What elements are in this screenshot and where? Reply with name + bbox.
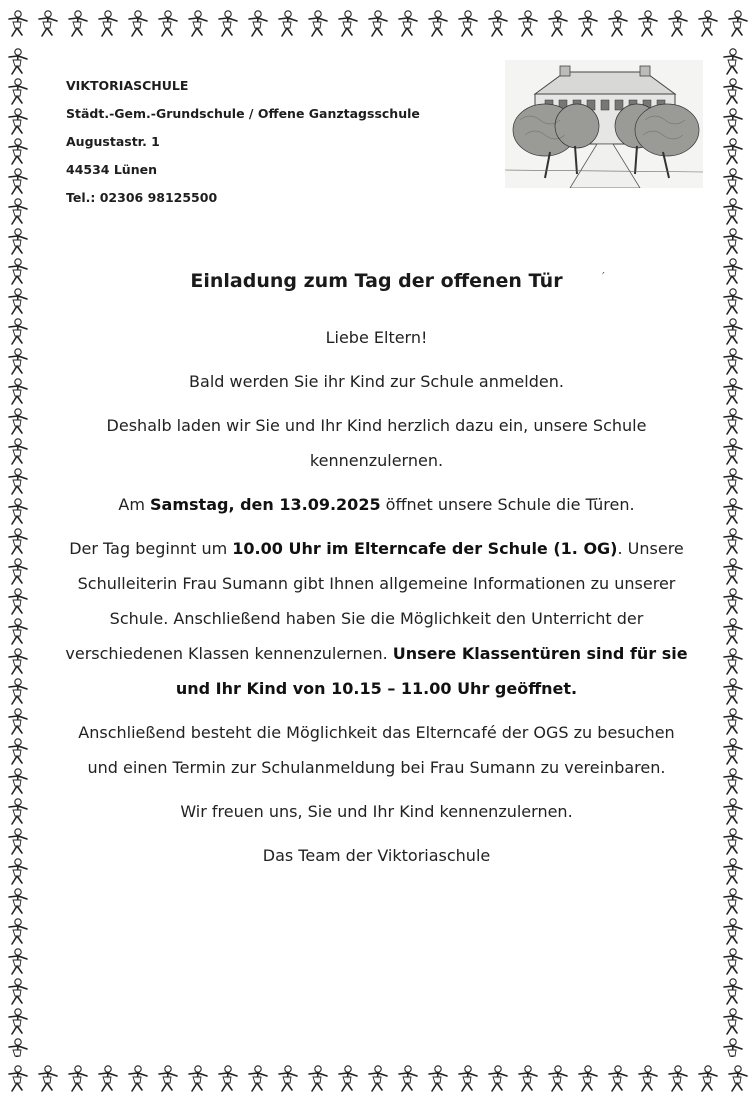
border-figure-icon: [724, 1039, 742, 1057]
border-figure-icon: [339, 11, 357, 36]
border-figure-icon: [724, 919, 742, 944]
border-figure-icon: [39, 11, 57, 36]
border-figure-icon: [9, 169, 27, 194]
border-figure-icon: [369, 11, 387, 36]
border-figure-icon: [9, 739, 27, 764]
border-figure-icon: [9, 619, 27, 644]
border-figure-icon: [9, 199, 27, 224]
border-figure-icon: [9, 679, 27, 704]
border-figure-icon: [429, 11, 447, 36]
border-figure-icon: [724, 139, 742, 164]
border-figure-icon: [279, 1066, 297, 1091]
border-figure-icon: [9, 439, 27, 464]
border-figure-icon: [639, 11, 657, 36]
border-figure-icon: [724, 979, 742, 1004]
border-figure-icon: [9, 949, 27, 974]
border-figure-icon: [309, 11, 327, 36]
border-figure-icon: [159, 11, 177, 36]
border-figure-icon: [669, 1066, 687, 1091]
border-figure-icon: [129, 11, 147, 36]
page-border-right: [713, 44, 753, 1057]
paragraph-3: [64, 487, 689, 522]
border-figure-icon: [9, 1039, 27, 1057]
school-building-drawing: [505, 60, 703, 188]
border-figure-icon: [549, 1066, 567, 1091]
border-figure-icon: [159, 1066, 177, 1091]
signature: Das Team der Viktoriaschule: [262, 846, 491, 865]
border-figure-icon: [369, 1066, 387, 1091]
border-figure-icon: [9, 559, 27, 584]
paragraph-4-mid: . Unsere Schulleiterin Frau Sumann gibt Ihnen allgemeine Informationen zu unserer Schule. Anschließend haben Sie die Möglichkeit den Unterricht der verschiedenen Klassen kennenzulernen.: [65, 539, 684, 663]
border-figure-icon: [549, 11, 567, 36]
border-figure-icon: [724, 799, 742, 824]
border-figure-icon: [699, 11, 717, 36]
border-figure-icon: [724, 379, 742, 404]
border-figure-icon: [459, 1066, 477, 1091]
border-figure-icon: [399, 1066, 417, 1091]
border-figure-icon: [639, 1066, 657, 1091]
school-name: VIKTORIASCHULE: [66, 78, 189, 93]
border-figure-icon: [724, 859, 742, 884]
border-figure-icon: [459, 11, 477, 36]
letterhead: [66, 72, 466, 212]
border-figure-icon: [9, 139, 27, 164]
paragraph-2: Deshalb laden wir Sie und Ihr Kind herzlich dazu ein, unsere Schule kennenzulernen.: [106, 416, 647, 470]
border-figure-icon: [9, 889, 27, 914]
title-mark: ′: [602, 270, 605, 284]
border-figure-icon: [9, 289, 27, 314]
border-figure-icon: [724, 559, 742, 584]
border-figure-icon: [249, 11, 267, 36]
border-figure-icon: [249, 1066, 267, 1091]
border-figure-icon: [69, 1066, 87, 1091]
border-figure-icon: [9, 649, 27, 674]
border-figure-icon: [9, 349, 27, 374]
border-figure-icon: [724, 439, 742, 464]
border-figure-icon: [129, 1066, 147, 1091]
border-figure-icon: [279, 11, 297, 36]
border-figure-icon: [9, 919, 27, 944]
border-figure-icon: [9, 79, 27, 104]
border-figure-icon: [724, 289, 742, 314]
border-figure-icon: [9, 799, 27, 824]
paragraph-5: Anschließend besteht die Möglichkeit das Elterncafé der OGS zu besuchen und einen Termin zur Schulanmeldung bei Frau Sumann zu vereinbaren.: [78, 723, 675, 777]
border-figure-icon: [219, 11, 237, 36]
border-figure-icon: [9, 859, 27, 884]
border-figure-icon: [724, 79, 742, 104]
school-type: Städt.-Gem.-Grundschule / Offene Ganztagsschule: [66, 106, 420, 121]
border-figure-icon: [9, 469, 27, 494]
border-figure-icon: [724, 229, 742, 254]
border-figure-icon: [99, 1066, 117, 1091]
event-date: Samstag, den 13.09.2025: [150, 495, 381, 514]
border-figure-icon: [724, 769, 742, 794]
border-figure-icon: [699, 1066, 717, 1091]
border-figure-icon: [609, 1066, 627, 1091]
paragraph-4-pre: Der Tag beginnt um: [69, 539, 233, 558]
border-figure-icon: [9, 49, 27, 74]
border-figure-icon: [519, 11, 537, 36]
classroom-hours: Unsere Klassentüren sind für sie und Ihr Kind von 10.15 – 11.00 Uhr geöffnet.: [175, 644, 688, 698]
greeting: Liebe Eltern!: [325, 328, 428, 347]
phone-number: Tel.: 02306 98125500: [66, 190, 218, 205]
border-figure-icon: [9, 589, 27, 614]
border-figure-icon: [9, 379, 27, 404]
border-figure-icon: [579, 1066, 597, 1091]
border-figure-icon: [724, 349, 742, 374]
border-figure-icon: [724, 889, 742, 914]
border-figure-icon: [339, 1066, 357, 1091]
paragraph-6: Wir freuen uns, Sie und Ihr Kind kennenzulernen.: [180, 802, 573, 821]
border-figure-icon: [9, 409, 27, 434]
border-figure-icon: [9, 499, 27, 524]
border-figure-icon: [724, 169, 742, 194]
border-figure-icon: [69, 11, 87, 36]
paragraph-4: [64, 531, 689, 706]
border-figure-icon: [724, 739, 742, 764]
border-figure-icon: [724, 319, 742, 344]
border-figure-icon: [9, 229, 27, 254]
border-figure-icon: [219, 1066, 237, 1091]
border-figure-icon: [729, 11, 747, 36]
border-figure-icon: [724, 589, 742, 614]
border-figure-icon: [724, 649, 742, 674]
border-figure-icon: [9, 1066, 27, 1091]
border-figure-icon: [724, 829, 742, 854]
border-figure-icon: [9, 709, 27, 734]
page-border-left: [0, 44, 40, 1057]
border-figure-icon: [724, 709, 742, 734]
border-figure-icon: [429, 1066, 447, 1091]
border-figure-icon: [724, 499, 742, 524]
page-border-bottom: [0, 1057, 753, 1099]
border-figure-icon: [399, 11, 417, 36]
border-figure-icon: [39, 1066, 57, 1091]
border-figure-icon: [724, 1009, 742, 1034]
border-figure-icon: [729, 1066, 747, 1091]
street-address: Augustastr. 1: [66, 134, 160, 149]
border-figure-icon: [9, 11, 27, 36]
border-figure-icon: [724, 679, 742, 704]
border-figure-icon: [9, 319, 27, 344]
paragraph-1: Bald werden Sie ihr Kind zur Schule anmelden.: [189, 372, 564, 391]
letter-body: [64, 320, 689, 873]
city-address: 44534 Lünen: [66, 162, 157, 177]
page-title: Einladung zum Tag der offenen Tür: [190, 270, 563, 292]
border-figure-icon: [9, 979, 27, 1004]
border-figure-icon: [489, 1066, 507, 1091]
border-figure-icon: [724, 409, 742, 434]
paragraph-3-pre: Am: [118, 495, 151, 514]
border-figure-icon: [9, 829, 27, 854]
border-figure-icon: [609, 11, 627, 36]
border-figure-icon: [9, 769, 27, 794]
border-figure-icon: [724, 469, 742, 494]
paragraph-3-post: öffnet unsere Schule die Türen.: [380, 495, 635, 514]
border-figure-icon: [9, 109, 27, 134]
border-figure-icon: [189, 11, 207, 36]
border-figure-icon: [309, 1066, 327, 1091]
border-figure-icon: [724, 529, 742, 554]
border-figure-icon: [724, 949, 742, 974]
border-figure-icon: [724, 49, 742, 74]
border-figure-icon: [724, 199, 742, 224]
start-time-location: 10.00 Uhr im Elterncafe der Schule (1. OG): [232, 539, 618, 558]
border-figure-icon: [99, 11, 117, 36]
border-figure-icon: [724, 619, 742, 644]
border-figure-icon: [724, 109, 742, 134]
border-figure-icon: [9, 1009, 27, 1034]
border-figure-icon: [189, 1066, 207, 1091]
border-figure-icon: [489, 11, 507, 36]
border-figure-icon: [669, 11, 687, 36]
border-figure-icon: [579, 11, 597, 36]
border-figure-icon: [519, 1066, 537, 1091]
page-border-top: [0, 0, 753, 44]
border-figure-icon: [9, 529, 27, 554]
